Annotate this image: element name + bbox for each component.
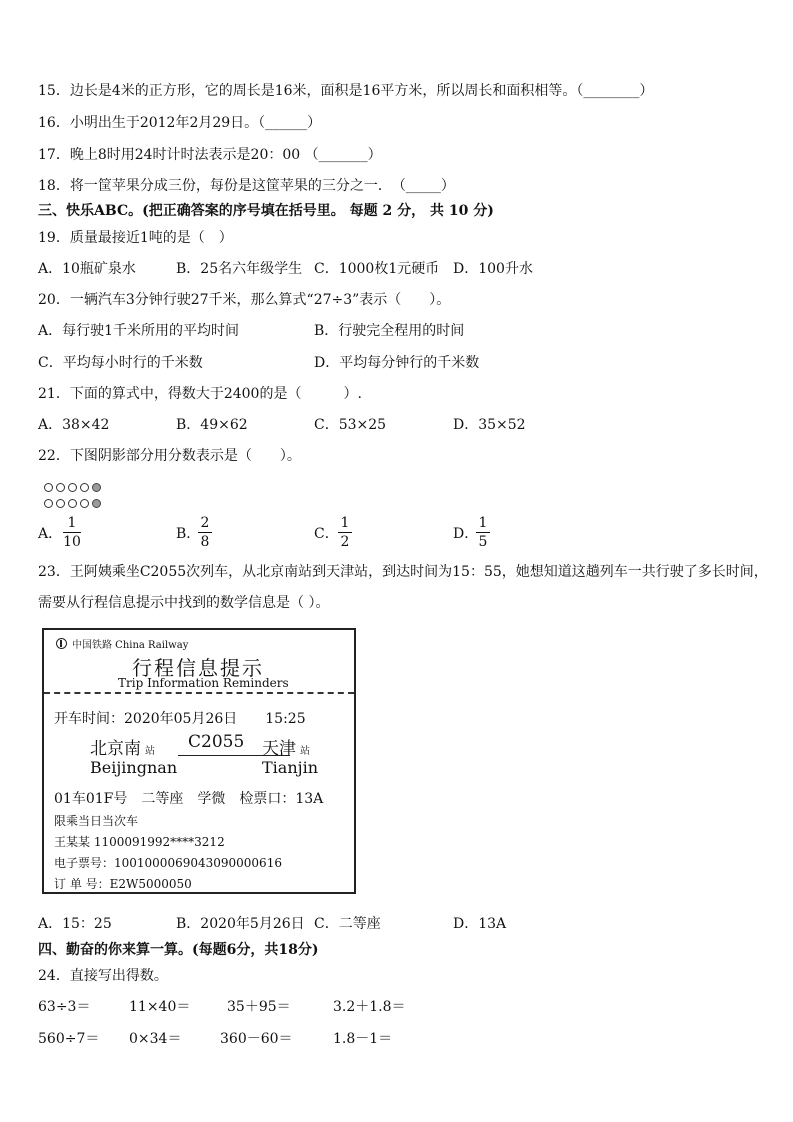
q18: 18．将一筐苹果分成三份，每份是这筐苹果的三分之一． （_____） — [38, 178, 455, 194]
q20-option-a: A．每行驶1千米所用的平均时间 — [38, 323, 240, 339]
calc-row2-item4: 1.8－1＝ — [333, 1031, 393, 1047]
q23-line1: 23．王阿姨乘坐C2055次列车，从北京南站到天津站，到达时间为15：55，她想知道这趟列车一共行驶了多长时间， — [38, 564, 768, 580]
q21-option-b: B．49×62 — [176, 417, 248, 433]
shaded-circle — [92, 483, 101, 492]
q23-option-d: D．13A — [453, 916, 507, 932]
ticket-note: 限乘当日当次车 — [54, 814, 139, 828]
ticket-title-en: Trip Information Reminders — [118, 676, 289, 690]
q23-option-b: B．2020年5月26日 — [176, 916, 305, 932]
calc-row2-item2: 0×34＝ — [129, 1031, 182, 1047]
ticket-passenger: 王某某 1100091992****3212 — [54, 835, 225, 849]
ticket-brand: 中国铁路 China Railway — [72, 640, 189, 651]
q15: 15．边长是4米的正方形，它的周长是16米，面积是16平方米，所以周长和面积相等。（________） — [38, 83, 654, 99]
q20: 20．一辆汽车3分钟行驶27千米，那么算式“27÷3”表示（ ）。 — [38, 292, 451, 308]
q22-option-c-fraction: 1 2 — [338, 515, 352, 550]
q22-option-b-fraction: 2 8 — [198, 515, 212, 550]
q22-option-c-label: C． — [314, 526, 339, 542]
q19-option-c: C．1000枚1元硬币 — [314, 261, 440, 277]
circle — [44, 499, 53, 508]
q23-option-c: C．二等座 — [314, 916, 381, 932]
calc-row1-item1: 63÷3＝ — [38, 999, 91, 1015]
ticket-divider — [44, 692, 354, 694]
circle — [44, 483, 53, 492]
ticket-from-station: 北京南 站 — [90, 739, 155, 759]
calc-row1-item3: 35＋95＝ — [227, 999, 291, 1015]
q22-option-a-fraction: 1 10 — [63, 515, 81, 550]
q20-option-c: C．平均每小时行的千米数 — [38, 355, 203, 371]
ticket-depart-time: 开车时间：2020年05月26日 15:25 — [54, 711, 306, 727]
q20-option-b: B．行驶完全程用的时间 — [314, 323, 465, 339]
q24: 24．直接写出得数。 — [38, 968, 168, 984]
q22: 22．下图阴影部分用分数表示是（ ）。 — [38, 448, 301, 464]
circle — [68, 499, 77, 508]
circle — [56, 483, 65, 492]
q19-option-a: A．10瓶矿泉水 — [38, 261, 136, 277]
calc-row1-item2: 11×40＝ — [129, 999, 191, 1015]
q21: 21．下面的算式中，得数大于2400的是（ ）. — [38, 386, 362, 402]
q20-option-d: D．平均每分钟行的千米数 — [314, 355, 480, 371]
china-railway-logo-icon — [56, 638, 67, 649]
circle-figure — [44, 480, 104, 496]
circle — [68, 483, 77, 492]
circle-figure-row2 — [44, 496, 104, 512]
q22-option-d-fraction: 1 5 — [476, 515, 490, 550]
q19-option-b: B．25名六年级学生 — [176, 261, 303, 277]
ticket-title-cn: 行程信息提示 — [132, 656, 264, 680]
q19-option-d: D．100升水 — [453, 261, 533, 277]
shaded-circle — [92, 499, 101, 508]
q19: 19．质量最接近1吨的是（ ） — [38, 230, 233, 246]
q23-line2: 需要从行程信息提示中找到的数学信息是（ ）。 — [38, 595, 330, 611]
circle — [80, 483, 89, 492]
q21-option-d: D．35×52 — [453, 417, 526, 433]
section-4-heading: 四、勤奋的你来算一算。(每题6分，共18分) — [38, 942, 319, 958]
calc-row2-item1: 560÷7＝ — [38, 1031, 100, 1047]
circle — [80, 499, 89, 508]
calc-row2-item3: 360－60＝ — [220, 1031, 293, 1047]
ticket-train-number: C2055 — [188, 732, 245, 752]
ticket-to-station: 天津 站 — [262, 739, 310, 759]
q16: 16．小明出生于2012年2月29日。（______） — [38, 115, 322, 131]
ticket-to-en: Tianjin — [262, 758, 319, 777]
section-3-heading: 三、快乐ABC。(把正确答案的序号填在括号里。 每题 2 分， 共 10 分) — [38, 203, 494, 219]
ticket-seat-info: 01车01F号 二等座 学微 检票口：13A — [54, 791, 324, 807]
ticket-eticket-number: 电子票号：1001000069043090000616 — [54, 856, 282, 870]
q22-option-b-label: B． — [176, 526, 201, 542]
q17: 17．晚上8时用24时计时法表示是20：00 （_______） — [38, 147, 382, 163]
ticket-order-number: 订 单 号：E2W5000050 — [54, 877, 192, 891]
q21-option-c: C．53×25 — [314, 417, 387, 433]
q21-option-a: A．38×42 — [38, 417, 110, 433]
q23-option-a: A．15：25 — [38, 916, 112, 932]
calc-row1-item4: 3.2＋1.8＝ — [333, 999, 406, 1015]
circle — [56, 499, 65, 508]
trip-ticket — [42, 628, 356, 894]
q22-option-a-label: A． — [38, 526, 63, 542]
ticket-from-en: Beijingnan — [90, 758, 178, 777]
q22-option-d-label: D． — [453, 526, 479, 542]
